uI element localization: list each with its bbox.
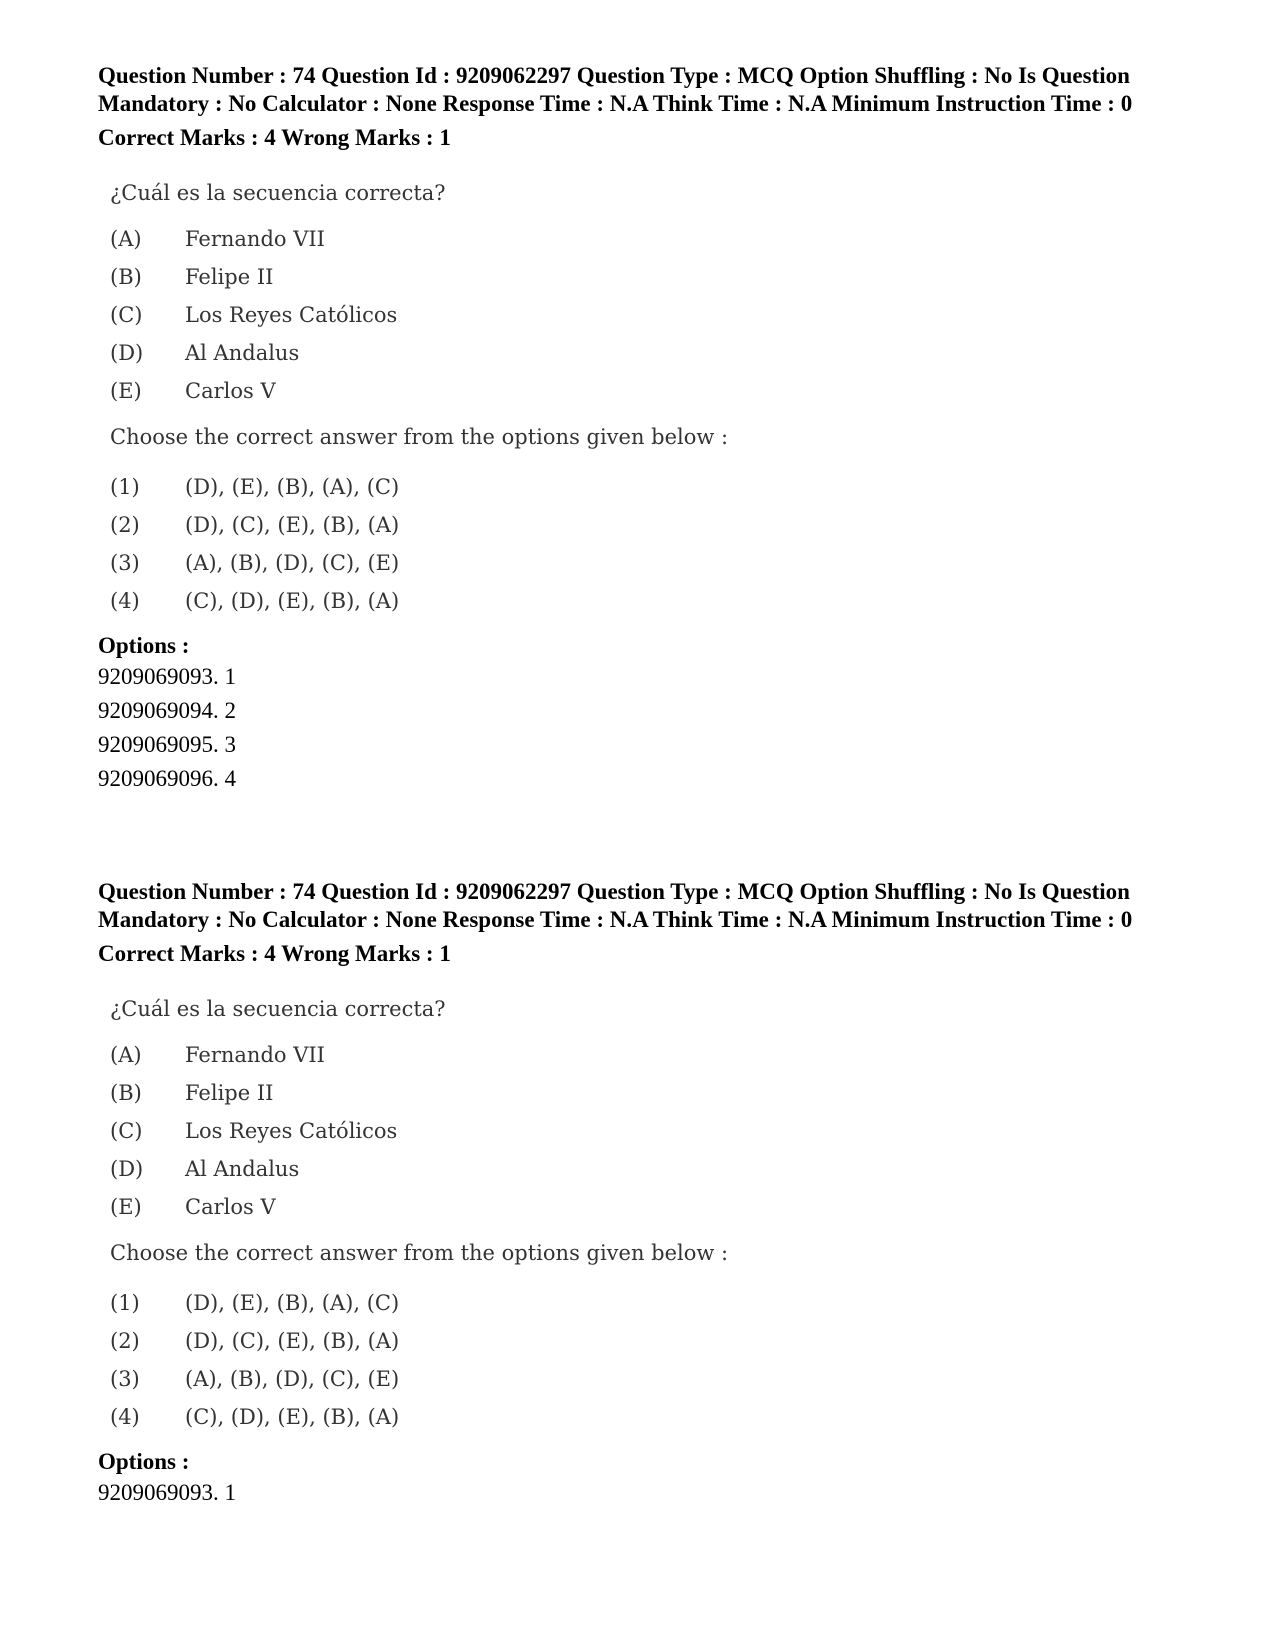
answer-row <box>110 468 1188 506</box>
item-row <box>110 258 1188 296</box>
answer-text: (D), (C), (E), (B), (A) <box>185 1329 400 1353</box>
answer-label: (1) <box>110 475 140 499</box>
answer-label: (2) <box>110 1329 140 1353</box>
options-title: Options : <box>98 633 190 658</box>
question-meta: Question Number : 74 Question Id : 9209062297 Question Type : MCQ Option Shuffling : No Is Question Mandatory : No Calculator : None Response Time : N.A Think Time : N.A Minimum Instruction Time : 0 <box>98 879 1133 932</box>
question-image <box>110 996 1188 1436</box>
item-row <box>110 220 1188 258</box>
item-text: Los Reyes Católicos <box>185 1119 398 1143</box>
answer-text: (C), (D), (E), (B), (A) <box>185 589 400 613</box>
answer-text: (D), (E), (B), (A), (C) <box>185 1291 400 1315</box>
item-row <box>110 1188 1188 1226</box>
answer-list <box>110 1284 1188 1436</box>
item-text: Felipe II <box>185 1081 274 1105</box>
answer-row <box>110 1398 1188 1436</box>
item-label: (B) <box>110 265 142 289</box>
item-text: Los Reyes Católicos <box>185 303 398 327</box>
answer-label: (4) <box>110 589 140 613</box>
item-text: Fernando VII <box>185 1043 325 1067</box>
answer-text: (D), (C), (E), (B), (A) <box>185 513 400 537</box>
item-text: Carlos V <box>185 379 276 403</box>
answer-label: (4) <box>110 1405 140 1429</box>
item-label: (A) <box>110 227 142 251</box>
options-title: Options : <box>98 1449 190 1474</box>
question-text: ¿Cuál es la secuencia correcta? <box>110 181 446 205</box>
answer-label: (3) <box>110 1367 140 1391</box>
answer-label: (1) <box>110 1291 140 1315</box>
answer-label: (3) <box>110 551 140 575</box>
item-row <box>110 1112 1188 1150</box>
item-row <box>110 334 1188 372</box>
question-text: ¿Cuál es la secuencia correcta? <box>110 997 446 1021</box>
answer-row <box>110 544 1188 582</box>
item-row <box>110 1036 1188 1074</box>
item-label: (C) <box>110 303 143 327</box>
item-label: (E) <box>110 1195 142 1219</box>
question-marks: Correct Marks : 4 Wrong Marks : 1 <box>98 125 451 150</box>
option-item: 9209069093. 1 <box>98 1480 236 1505</box>
item-list <box>110 220 1188 410</box>
item-row <box>110 1074 1188 1112</box>
question-block-2 <box>98 878 1188 1510</box>
item-label: (D) <box>110 1157 144 1181</box>
item-text: Al Andalus <box>185 341 300 365</box>
instruction-text: Choose the correct answer from the options given below : <box>110 425 729 449</box>
item-text: Felipe II <box>185 265 274 289</box>
item-label: (A) <box>110 1043 142 1067</box>
answer-row <box>110 1360 1188 1398</box>
answer-row <box>110 1284 1188 1322</box>
item-text: Fernando VII <box>185 227 325 251</box>
item-label: (B) <box>110 1081 142 1105</box>
answer-row <box>110 506 1188 544</box>
item-label: (C) <box>110 1119 143 1143</box>
question-block-1 <box>98 62 1188 796</box>
answer-text: (C), (D), (E), (B), (A) <box>185 1405 400 1429</box>
answer-row <box>110 582 1188 620</box>
answer-text: (D), (E), (B), (A), (C) <box>185 475 400 499</box>
item-list <box>110 1036 1188 1226</box>
answer-list <box>110 468 1188 620</box>
answer-row <box>110 1322 1188 1360</box>
option-item: 9209069094. 2 <box>98 698 236 723</box>
question-image <box>110 180 1188 620</box>
answer-text: (A), (B), (D), (C), (E) <box>185 1367 400 1391</box>
option-item: 9209069096. 4 <box>98 766 236 791</box>
item-label: (D) <box>110 341 144 365</box>
option-item: 9209069093. 1 <box>98 664 236 689</box>
item-row <box>110 372 1188 410</box>
item-text: Carlos V <box>185 1195 276 1219</box>
item-text: Al Andalus <box>185 1157 300 1181</box>
instruction-text: Choose the correct answer from the options given below : <box>110 1241 729 1265</box>
answer-text: (A), (B), (D), (C), (E) <box>185 551 400 575</box>
option-item: 9209069095. 3 <box>98 732 236 757</box>
question-marks: Correct Marks : 4 Wrong Marks : 1 <box>98 941 451 966</box>
item-row <box>110 296 1188 334</box>
item-label: (E) <box>110 379 142 403</box>
item-row <box>110 1150 1188 1188</box>
answer-label: (2) <box>110 513 140 537</box>
question-meta: Question Number : 74 Question Id : 9209062297 Question Type : MCQ Option Shuffling : No Is Question Mandatory : No Calculator : None Response Time : N.A Think Time : N.A Minimum Instruction Time : 0 <box>98 63 1133 116</box>
